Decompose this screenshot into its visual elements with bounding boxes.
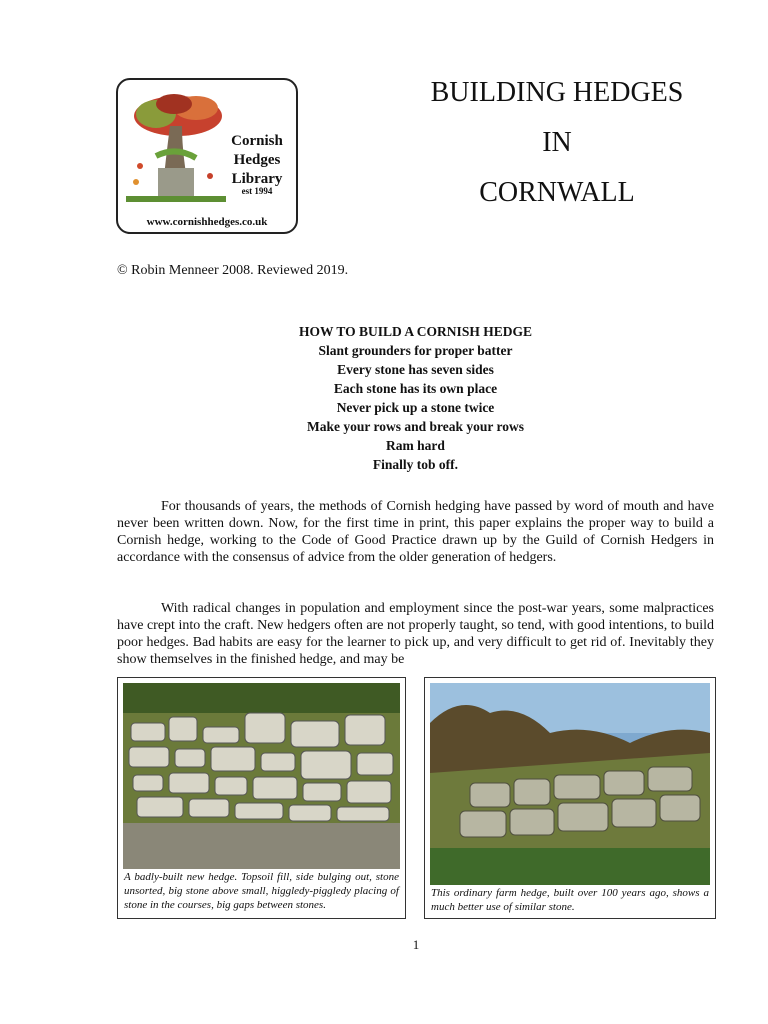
- figure-caption: A badly-built new hedge. Topsoil fill, side bulging out, stone unsorted, big stone above small, higgledy-piggledy placing of stone in the courses, big gaps between stones.: [124, 871, 399, 911]
- paragraph: [117, 498, 714, 566]
- rule-line: Each stone has its own place: [333, 381, 498, 396]
- logo-url: www.cornishhedges.co.uk: [146, 216, 268, 228]
- figure-caption: This ordinary farm hedge, built over 100 years ago, shows a much better use of similar stone.: [431, 887, 709, 913]
- logo-name-line: Library: [231, 171, 283, 187]
- tree-icon: [126, 86, 226, 206]
- rule-line: Make your rows and break your rows: [306, 419, 525, 434]
- hedge-rules: [117, 322, 714, 474]
- paragraph-text: For thousands of years, the methods of Cornish hedging have passed by word of mouth and have never been written down. Now, for the first time in print, this paper explains the proper way to build a Cornish hedge, working to the Code of Good Practice drawn up by the Guild of Cornish Hedgers in accordance with the consensus of advice from the older generation of hedgers.: [117, 499, 714, 565]
- paragraph-text: With radical changes in population and employment since the post-war years, some malpractices have crept into the craft. New hedgers often are not properly taught, so tend, with good intentions, to build poor hedges. Bad habits are easy for the learner to pick up, and very difficult to get rid of. Inevitably they show themselves in the finished hedge, and may be: [117, 601, 714, 667]
- title-line: BUILDING HEDGES: [430, 77, 684, 108]
- logo-name: [222, 132, 292, 189]
- paragraph: [117, 600, 714, 668]
- logo-name-line: Cornish: [231, 133, 283, 149]
- rules-heading: HOW TO BUILD A CORNISH HEDGE: [299, 324, 532, 339]
- good-hedge-photo: [430, 683, 710, 885]
- document-title: [392, 68, 722, 218]
- figure-bad-hedge: [117, 677, 406, 919]
- rule-line: Every stone has seven sides: [337, 362, 494, 377]
- rule-line: Finally tob off.: [372, 457, 459, 472]
- title-line: CORNWALL: [479, 177, 635, 208]
- bad-hedge-photo: [123, 683, 400, 869]
- cornish-hedges-library-logo: [116, 78, 298, 234]
- copyright-notice: © Robin Menneer 2008. Reviewed 2019.: [117, 263, 349, 278]
- logo-est: est 1994: [241, 186, 273, 196]
- title-line: IN: [542, 127, 572, 158]
- rule-line: Never pick up a stone twice: [336, 400, 495, 415]
- page-number: 1: [412, 937, 420, 952]
- rule-line: Ram hard: [386, 438, 445, 453]
- figure-good-hedge: [424, 677, 716, 919]
- rule-line: Slant grounders for proper batter: [318, 343, 513, 358]
- logo-name-line: Hedges: [233, 152, 281, 168]
